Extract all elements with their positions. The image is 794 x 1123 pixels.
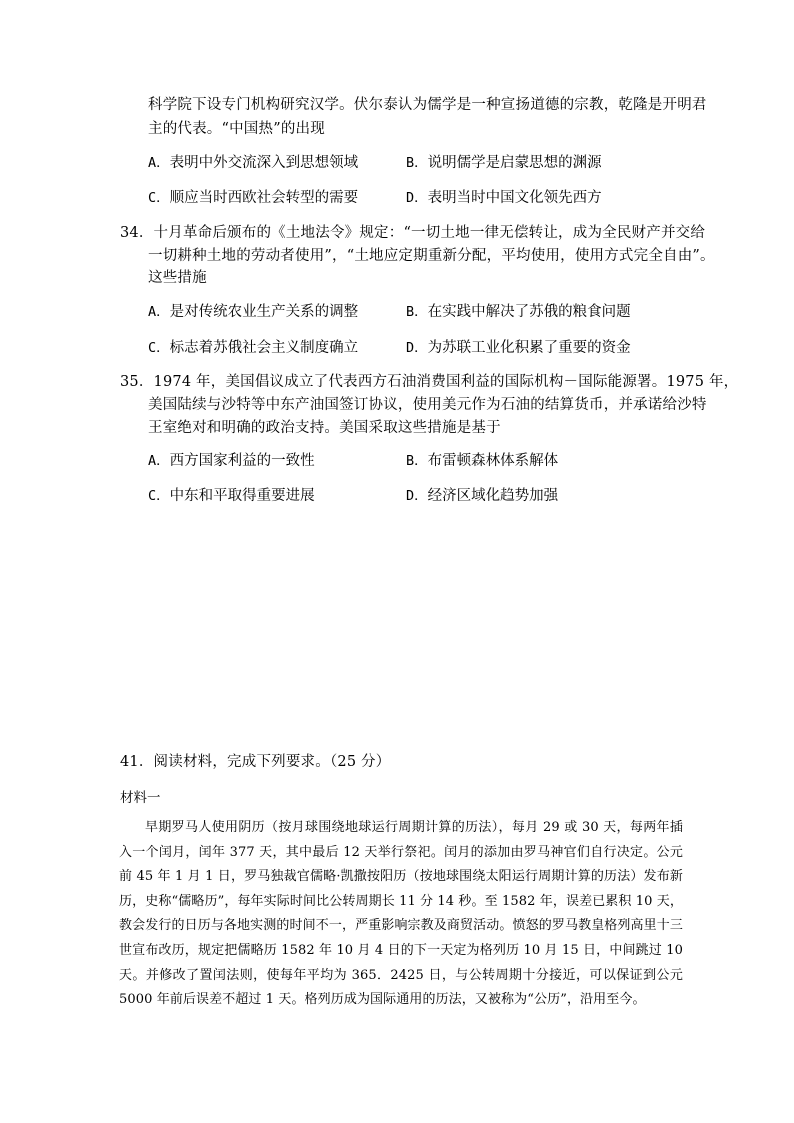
q33-stem-line-2: 主的代表。“中国热”的出现 [148, 121, 325, 137]
q33-stem-line-1: 科学院下设专门机构研究汉学。伏尔泰认为儒学是一种宣扬道德的宗教，乾隆是开明君 [148, 97, 707, 113]
q33-option-d[interactable] [406, 188, 602, 208]
option-text: 顺应当时西欧社会转型的需要 [169, 190, 359, 206]
option-letter: B． [406, 155, 428, 171]
option-letter: D． [406, 340, 428, 356]
q34-stem-line-2: 一切耕种土地的劳动者使用”，“土地应定期重新分配，平均使用，使用方式完全自由”。 [148, 248, 715, 264]
q34-stem-line-1: 34．十月革命后颁布的《土地法令》规定：“一切土地一律无偿转让，成为全民财产并交给 [120, 225, 706, 241]
option-letter: C． [148, 488, 170, 504]
option-letter: B． [406, 453, 428, 469]
q41-heading: 41．阅读材料，完成下列要求。（25 分） [120, 754, 391, 770]
q35-option-a[interactable] [148, 451, 315, 471]
option-letter: A． [148, 453, 170, 469]
q35-option-d[interactable] [406, 486, 558, 506]
option-text: 中东和平取得重要进展 [169, 488, 315, 504]
option-letter: D． [406, 190, 428, 206]
q35-option-c[interactable] [148, 486, 315, 506]
option-text: 是对传统农业生产关系的调整 [169, 304, 359, 320]
option-letter: C． [148, 340, 170, 356]
q35-stem-line-2: 美国陆续与沙特等中东产油国签订协议，使用美元作为石油的结算货币，并承诺给沙特 [148, 397, 707, 413]
option-text: 表明当时中国文化领先西方 [427, 190, 602, 206]
material-title: 材料一 [120, 790, 161, 806]
q34-option-d[interactable] [406, 338, 631, 358]
option-text: 为苏联工业化积累了重要的资金 [427, 340, 631, 356]
q34-stem-line-3: 这些措施 [148, 270, 207, 286]
q33-option-b[interactable] [406, 153, 602, 173]
q35-stem-line-3: 王室绝对和明确的政治支持。美国采取这些措施是基于 [148, 420, 501, 436]
option-text: 表明中外交流深入到思想领域 [169, 155, 359, 171]
option-text: 说明儒学是启蒙思想的渊源 [427, 155, 602, 171]
option-text: 在实践中解决了苏俄的粮食问题 [427, 304, 631, 320]
q33-option-c[interactable] [148, 188, 358, 208]
option-text: 西方国家利益的一致性 [169, 453, 315, 469]
option-text: 布雷顿森林体系解体 [427, 453, 559, 469]
q35-stem-line-1: 35．1974 年，美国倡议成立了代表西方石油消费国利益的国际机构－国际能源署。1975 年， [120, 374, 739, 390]
option-letter: A． [148, 155, 170, 171]
q33-option-a[interactable] [148, 153, 358, 173]
q34-option-b[interactable] [406, 302, 631, 322]
q34-option-a[interactable] [148, 302, 358, 322]
option-text: 标志着苏俄社会主义制度确立 [169, 340, 359, 356]
option-text: 经济区域化趋势加强 [427, 488, 559, 504]
option-letter: A． [148, 304, 170, 320]
q35-option-b[interactable] [406, 451, 558, 471]
q34-option-c[interactable] [148, 338, 358, 358]
option-letter: D． [406, 488, 428, 504]
option-letter: C． [148, 190, 170, 206]
material-text: 早期罗马人使用阴历（按月球围绕地球运行周期计算的历法），每月 29 或 30 天，每两年插入一个闰月，闰年 377 天，其中最后 12 天举行祭祀。闰月的添加由罗马神官们自行决定。公元前 45 年 1 月 1 日，罗马独裁官儒略·凯撒按阳历（按地球围绕太阳运行周期计算的历法）发布新历，史称“儒略历”，每年实际时间比公转周期长 11 分 14 秒。至 1582 年，误差已累积 10 天，教会发行的日历与各地实测的时间不一，严重影响宗教及商贸活动。愤怒的罗马教皇格列高里十三世宣布改历，规定把儒略历 1582 年 10 月 4 日的下一天定为格列历 10 月 15 日，中间跳过 10 天。并修改了置闰法则，使每年平均为 365．2425 日，与公转周期十分接近，可以保证到公元 5000 年前后误差不超过 1 天。格列历成为国际通用的历法，又被称为“公历”，沿用至今。 [119, 820, 683, 1008]
option-letter: B． [406, 304, 428, 320]
